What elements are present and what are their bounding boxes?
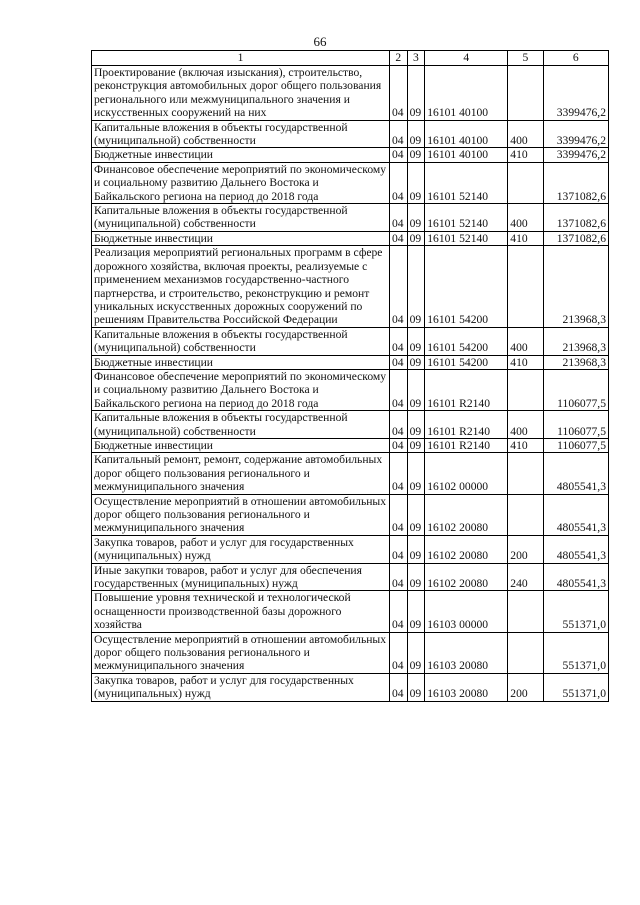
row-amount: 551371,0 [543, 673, 608, 701]
row-target-article: 16101 R2140 [425, 369, 508, 410]
row-name: Проектирование (включая изыскания), строительство, реконструкция автомобильных дорог общего пользования регионального или межмуниципального значения и искусственных сооружений на них [92, 66, 390, 121]
row-name: Бюджетные инвестиции [92, 355, 390, 369]
row-expense-type [508, 66, 543, 121]
row-name: Иные закупки товаров, работ и услуг для обеспечения государственных (муниципальных) нужд [92, 563, 390, 591]
row-expense-type: 200 [508, 673, 543, 701]
header-row [92, 51, 609, 66]
row-name: Бюджетные инвестиции [92, 148, 390, 162]
row-name: Капитальные вложения в объекты государственной (муниципальной) собственности [92, 327, 390, 355]
row-expense-type [508, 246, 543, 327]
row-target-article: 16101 54200 [425, 246, 508, 327]
table-body [92, 66, 609, 702]
row-section: 04 [389, 632, 407, 673]
row-subsection: 09 [407, 355, 425, 369]
table-row [92, 591, 609, 632]
row-expense-type [508, 632, 543, 673]
row-name: Финансовое обеспечение мероприятий по экономическому и социальному развитию Дальнего Востока и Байкальского региона на период до 2018 года [92, 369, 390, 410]
row-target-article: 16101 52140 [425, 231, 508, 245]
budget-table [91, 50, 609, 702]
table-row [92, 632, 609, 673]
row-amount: 551371,0 [543, 591, 608, 632]
row-name: Капитальные вложения в объекты государственной (муниципальной) собственности [92, 120, 390, 148]
row-name: Капитальный ремонт, ремонт, содержание автомобильных дорог общего пользования регионального и межмуниципального значения [92, 453, 390, 494]
row-subsection: 09 [407, 120, 425, 148]
row-expense-type: 240 [508, 563, 543, 591]
row-target-article: 16101 40100 [425, 120, 508, 148]
row-amount: 4805541,3 [543, 535, 608, 563]
row-name: Капитальные вложения в объекты государственной (муниципальной) собственности [92, 204, 390, 232]
row-expense-type: 400 [508, 120, 543, 148]
row-expense-type [508, 162, 543, 203]
row-section: 04 [389, 231, 407, 245]
row-section: 04 [389, 453, 407, 494]
row-name: Закупка товаров, работ и услуг для государственных (муниципальных) нужд [92, 535, 390, 563]
row-name: Реализация мероприятий региональных программ в сфере дорожного хозяйства, включая проекты, реализуемые с применением механизмов государственно-частного партнерства, и строительство, реконструкцию и ремонт уникальных искусственных дорожных сооружений по решениям Правительства Российской Федерации [92, 246, 390, 327]
row-target-article: 16101 R2140 [425, 411, 508, 439]
row-name: Финансовое обеспечение мероприятий по экономическому и социальному развитию Дальнего Востока и Байкальского региона на период до 2018 года [92, 162, 390, 203]
header-col-4: 4 [425, 51, 508, 66]
row-expense-type: 410 [508, 148, 543, 162]
row-target-article: 16103 20080 [425, 632, 508, 673]
row-amount: 551371,0 [543, 632, 608, 673]
row-section: 04 [389, 591, 407, 632]
row-subsection: 09 [407, 494, 425, 535]
row-subsection: 09 [407, 591, 425, 632]
table-row [92, 411, 609, 439]
row-subsection: 09 [407, 327, 425, 355]
row-amount: 1371082,6 [543, 204, 608, 232]
row-target-article: 16101 52140 [425, 204, 508, 232]
table-row [92, 120, 609, 148]
row-target-article: 16102 20080 [425, 494, 508, 535]
row-target-article: 16102 20080 [425, 563, 508, 591]
table-row [92, 355, 609, 369]
row-target-article: 16101 54200 [425, 327, 508, 355]
table-row [92, 494, 609, 535]
row-subsection: 09 [407, 411, 425, 439]
row-subsection: 09 [407, 162, 425, 203]
row-name: Закупка товаров, работ и услуг для государственных (муниципальных) нужд [92, 673, 390, 701]
row-amount: 1371082,6 [543, 231, 608, 245]
row-target-article: 16103 00000 [425, 591, 508, 632]
table-row [92, 204, 609, 232]
row-section: 04 [389, 563, 407, 591]
row-amount: 1371082,6 [543, 162, 608, 203]
row-subsection: 09 [407, 369, 425, 410]
row-section: 04 [389, 148, 407, 162]
header-col-2: 2 [389, 51, 407, 66]
row-target-article: 16102 00000 [425, 453, 508, 494]
row-amount: 213968,3 [543, 327, 608, 355]
row-target-article: 16101 52140 [425, 162, 508, 203]
row-amount: 1106077,5 [543, 438, 608, 452]
row-expense-type: 410 [508, 438, 543, 452]
row-section: 04 [389, 66, 407, 121]
row-subsection: 09 [407, 535, 425, 563]
header-col-3: 3 [407, 51, 425, 66]
row-amount: 3399476,2 [543, 148, 608, 162]
row-section: 04 [389, 411, 407, 439]
row-amount: 213968,3 [543, 246, 608, 327]
table-row [92, 162, 609, 203]
row-section: 04 [389, 120, 407, 148]
table-row [92, 673, 609, 701]
header-col-1: 1 [92, 51, 390, 66]
row-target-article: 16103 20080 [425, 673, 508, 701]
row-section: 04 [389, 494, 407, 535]
table-row [92, 66, 609, 121]
row-name: Капитальные вложения в объекты государственной (муниципальной) собственности [92, 411, 390, 439]
row-expense-type: 410 [508, 231, 543, 245]
table-row [92, 563, 609, 591]
row-section: 04 [389, 673, 407, 701]
row-section: 04 [389, 162, 407, 203]
row-subsection: 09 [407, 453, 425, 494]
row-subsection: 09 [407, 673, 425, 701]
row-amount: 1106077,5 [543, 369, 608, 410]
row-expense-type: 400 [508, 327, 543, 355]
row-name: Осуществление мероприятий в отношении автомобильных дорог общего пользования регионального и межмуниципального значения [92, 494, 390, 535]
header-col-5: 5 [508, 51, 543, 66]
row-section: 04 [389, 369, 407, 410]
row-section: 04 [389, 204, 407, 232]
row-subsection: 09 [407, 66, 425, 121]
row-expense-type [508, 494, 543, 535]
row-section: 04 [389, 438, 407, 452]
row-name: Бюджетные инвестиции [92, 438, 390, 452]
row-expense-type: 400 [508, 411, 543, 439]
row-amount: 3399476,2 [543, 120, 608, 148]
row-amount: 213968,3 [543, 355, 608, 369]
row-subsection: 09 [407, 231, 425, 245]
row-expense-type: 400 [508, 204, 543, 232]
table-row [92, 246, 609, 327]
header-col-6: 6 [543, 51, 608, 66]
row-name: Повышение уровня технической и технологической оснащенности производственной базы дорожного хозяйства [92, 591, 390, 632]
row-expense-type [508, 591, 543, 632]
table-row [92, 327, 609, 355]
row-expense-type [508, 453, 543, 494]
row-name: Осуществление мероприятий в отношении автомобильных дорог общего пользования регионального и межмуниципального значения [92, 632, 390, 673]
row-section: 04 [389, 535, 407, 563]
row-amount: 4805541,3 [543, 494, 608, 535]
row-subsection: 09 [407, 246, 425, 327]
row-target-article: 16101 40100 [425, 148, 508, 162]
row-subsection: 09 [407, 563, 425, 591]
table-row [92, 231, 609, 245]
row-target-article: 16101 54200 [425, 355, 508, 369]
row-section: 04 [389, 327, 407, 355]
table-row [92, 369, 609, 410]
row-amount: 4805541,3 [543, 453, 608, 494]
row-expense-type: 200 [508, 535, 543, 563]
row-amount: 3399476,2 [543, 66, 608, 121]
row-subsection: 09 [407, 632, 425, 673]
row-name: Бюджетные инвестиции [92, 231, 390, 245]
row-expense-type: 410 [508, 355, 543, 369]
row-amount: 4805541,3 [543, 563, 608, 591]
row-subsection: 09 [407, 438, 425, 452]
row-section: 04 [389, 246, 407, 327]
row-target-article: 16101 R2140 [425, 438, 508, 452]
row-section: 04 [389, 355, 407, 369]
row-subsection: 09 [407, 148, 425, 162]
page-number: 66 [313, 34, 327, 49]
row-target-article: 16102 20080 [425, 535, 508, 563]
row-expense-type [508, 369, 543, 410]
row-amount: 1106077,5 [543, 411, 608, 439]
table-row [92, 535, 609, 563]
row-subsection: 09 [407, 204, 425, 232]
table-row [92, 453, 609, 494]
row-target-article: 16101 40100 [425, 66, 508, 121]
table-row [92, 438, 609, 452]
table-row [92, 148, 609, 162]
